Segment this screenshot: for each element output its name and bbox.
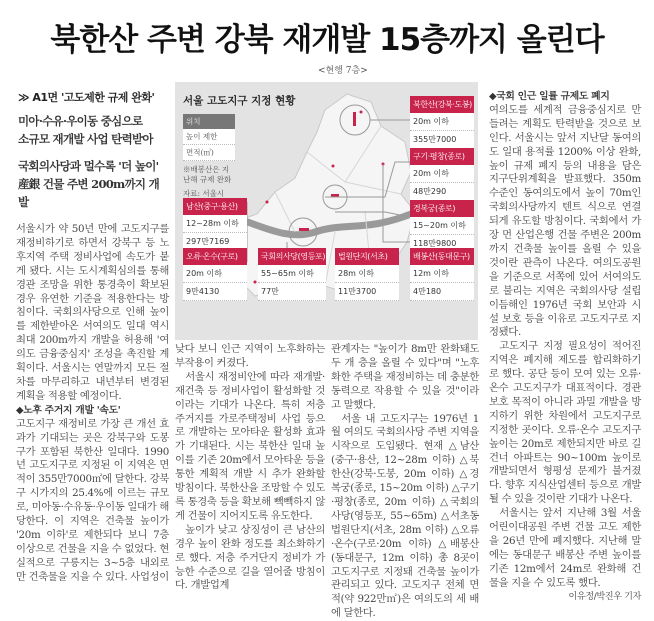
sub-headline: <현행 7층> [318,66,368,76]
section-subhead: ◆국회 인근 일률 규제도 폐지 [489,91,610,102]
zone-name: 배봉산(동대문구) [410,248,474,265]
zone-area: 297만7169 [183,233,247,251]
zone-area: 4만180 [410,283,474,301]
zone-name: 경복궁(종로) [410,200,474,217]
zone-height: 20m 이하 [410,113,474,131]
zone-area: 9만4130 [183,283,247,301]
legend-note: ※배봉산은 지난해 규제 완화 [183,165,232,184]
byline: 이유정/박진우 기자 [568,591,641,602]
zone-area: 48만290 [410,183,474,201]
zone-name: 법원단지(서초) [335,248,399,265]
zone-height: 28m 이하 [335,265,399,283]
zone-box-baebongsan [410,248,474,301]
paragraph: 서울 내 고도지구는 1976년 1월 여의도 국회의사당 주변 지역을 시작으로 도입됐다. 현재 △남산(중구·용산, 12~28m 이하) △북한산(강북·도봉, 20m 이하) △경복궁(종로, 15~20m 이하) △구기·평창(종로, 20m 이하) △국회의사당(영등포, 55~65m) △서초동 법원단지(서초, 28m 이하) △오류·온수(구로·20m 이하) △배봉산(동대문구, 12m 이하) 총 8곳이 고도지구로 지정돼 건축물 높이가 관리되고 있다. 고도지구 전체 면적(약 922만㎡)은 여의도의 세 배에 달한다. [331,412,479,620]
zone-box-oryu-onsu [183,248,247,301]
zone-box-bukhansan [410,96,474,149]
paragraph: 고도지구 재정비로 가장 큰 개선 효과가 기대되는 곳은 강북구와 도봉구가 포함된 북한산 일대다. 1990년 고도지구로 지정된 이 지역은 면적이 355만7000㎡에 달한다. 강북구 시가지의 25.4%에 이르는 규모로, 미아동·수유동·우이동 일대가 해당한다. 이 지역은 건축물 높이가 '20m 이하'로 제한되다 보니 7층 이상으로 건물을 지을 수 없었다. 현실적으로 구릉지는 3~5층 내외로만 건축물을 지을 수 있다. 사업성이 [16,417,169,583]
zone-area: 77만 [258,283,326,301]
zone-name: 오류·온수(구로) [183,248,247,265]
zone-box-gyeongbokgung [410,200,474,253]
deck-line: 미아·수유·우이동 중심으로 [18,114,143,128]
deck-2 [18,157,169,211]
deck-line: 국회의사당과 멀수록 '더 높이' [18,159,159,173]
graphic-title: 서울 고도지구 지정 현황 [183,95,296,107]
zone-height: 15~20m 이하 [410,217,474,235]
zone-box-gukhoe [258,248,326,301]
deck-1 [18,112,169,148]
article-body-1 [16,223,169,585]
zone-height: 12m 이하 [410,265,474,283]
zone-box-gugi-pyeongchang [410,148,474,201]
zone-area: 118만9800 [410,235,474,253]
paragraph: 서울시 재정비안에 따라 재개발·재건축 등 정비사업이 활성화할 것이라는 기대가 나온다. 특히 저층 주거지를 가로주택정비 사업 등으로 개발하는 모아타운 활성화 효과가 기대된다. 시는 북한산 일대 높이를 기존 20m에서 모아타운 등을 통한 계획적 개발 시 추가 완화할 방침이다. 북한산을 조망할 수 있도록 통경축 등을 확보해 빽빽하지 않게 건물이 지어지도록 유도한다. [175,370,325,522]
zone-name: 국회의사당(영등포) [258,248,326,265]
paragraph-text: 서울시는 앞서 지난해 3월 서울어린이대공원 주변 건물 고도 제한을 26년 만에 폐지했다. 지난해 말에는 동대문구 배봉산 주변 높이를 기존 12m에서 24m로 완화해 건물을 지을 수 있도록 했다. [489,507,641,589]
zone-height: 12~28m 이하 [183,215,247,233]
legend-row: 높이 제한 [183,129,235,145]
zone-area: 355만7000 [410,131,474,149]
paragraph: 서울시가 약 50년 만에 고도지구를 재정비하기로 하면서 강북구 등 노후지역 주택 정비사업에 속도가 붙게 됐다. 시는 도시계획심의를 통해 경관 조망을 위한 통경축이 확보된 경우 유연한 기준을 적용한다는 방침이다. 국회의사당으로 인해 높이를 제한받아온 서여의도 일대 역시 최대 200m까지 개발을 허용해 '여의도 금융중심지' 조성을 촉진할 계획이다. 서울시는 연말까지 모든 절차를 마무리하고 내년부터 변경된 계획을 적용할 예정이다. [16,223,169,402]
legend-row: 면적(㎡) [183,145,235,161]
deck-line: 産銀 건물 주변 200m까지 개발 [18,177,160,209]
zone-height: 20m 이하 [183,265,247,283]
paragraph: 낮다 보니 인근 지역이 노후화하는 부작용이 커졌다. [175,343,325,369]
paragraph: 높이가 낮고 상징성이 큰 남산의 경우 높이 완화 정도를 최소화하기로 했다. 저층 주거단지 정비가 가능한 수준으로 길을 열어줄 방침이다. 개발업계 [175,523,325,592]
source-credit: 자료: 서울시 [183,189,225,198]
paragraph [489,507,641,602]
paragraph: 여의도를 세계적 금융중심지로 만들려는 계획도 탄력받을 것으로 보인다. 서울시는 앞서 지난달 동여의도 일대 용적률 1200% 이상 완화, 높이 규제 폐지 등의 내용을 담은 지구단위계획을 발표했다. 350m 수준인 동여의도에서 높이 70m인 국회의사당까지 텐트 식으로 연결되게 유도할 방침이다. 국회에서 가장 먼 산업은행 건물 주변은 200m까지 건축물 높이를 올릴 수 있을 것이란 관측이 나온다. 여의도공원을 기준으로 서쪽에 있어 서여의도로 불리는 지역은 국회의사당 설립 이듬해인 1976년 국회 보안과 시설 보호 등을 이유로 고도지구로 지정됐다. [489,103,641,339]
article-column-3 [331,343,479,621]
paragraph: 고도지구 지정 필요성이 적어진 지역은 폐지해 제도를 합리화하기로 했다. 공단 등이 모여 있는 오류·온수 고도지구가 대표적이다. 경관 보호 목적이 아니라 과밀 개발을 방지하기 위한 차원에서 고도지구로 지정한 곳이다. 오류·온수 고도지구 높이는 20m로 제한되지만 바로 길 건너 아파트는 90~100m 높이로 개발되면서 형평성 문제가 불거졌다. 향후 지식산업센터 등으로 개발될 수 있을 것이란 기대가 나온다. [489,340,641,506]
zone-height: 20m 이하 [410,165,474,183]
zone-name: 남산(중구·용산) [183,198,247,215]
zone-name: 구기·평창(종로) [410,148,474,165]
infographic-map [175,82,478,340]
zone-area: 11만3700 [335,283,399,301]
paragraph: 관계자는 "높이가 8m만 완화돼도 두 개 층을 올릴 수 있다"며 "노후화한 주택을 재정비하는 데 충분한 동력으로 작용할 수 있을 것"이라고 말했다. [331,343,479,411]
zone-height: 55~65m 이하 [258,265,326,283]
zone-box-court-complex [335,248,399,301]
zone-box-namsan [183,198,247,251]
headline: 북한산 주변 강북 재개발 15층까지 올린다 [50,22,604,58]
article-column-1 [16,89,169,585]
article-column-4 [489,90,641,605]
article-column-2 [175,343,325,593]
related-article-reference: ≫ A1면 '고도제한 규제 완화' [18,91,155,104]
section-subhead: ◆노후 주거지 개발 '속도' [16,404,121,416]
deck-line: 소규모 재개발 사업 탄력받아 [18,132,153,146]
map-legend [183,114,235,199]
legend-header: 위치 [183,114,235,129]
zone-name: 북한산(강북·도봉) [410,96,474,113]
